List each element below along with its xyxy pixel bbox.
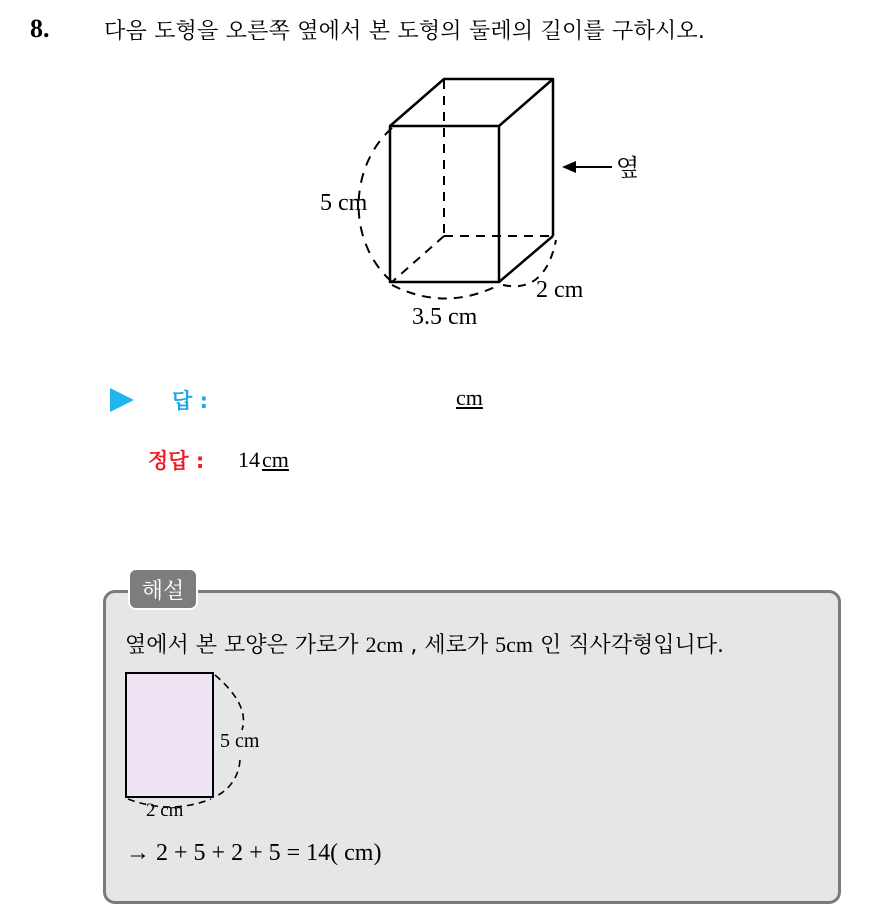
depth-label: 2 cm xyxy=(536,277,584,303)
correct-answer-row xyxy=(110,445,610,477)
explanation-width: 2cm xyxy=(365,632,404,657)
question-text: 다음 도형을 오른쪽 옆에서 본 도형의 둘레의 길이를 구하시오. xyxy=(104,19,706,44)
explanation-text xyxy=(125,628,724,659)
rect-width-label: 2 cm xyxy=(146,800,184,821)
explanation-height: 5cm xyxy=(495,632,534,657)
side-arrow-head xyxy=(562,161,576,173)
width-label: 3.5 cm xyxy=(412,304,478,330)
width-dimension-arc xyxy=(392,285,499,299)
explanation-formula: → 2 + 5 + 2 + 5 = 14( cm) xyxy=(126,840,382,866)
explanation-tag: 해설 xyxy=(128,568,198,610)
answer-row xyxy=(110,385,610,415)
side-view-rectangle-figure xyxy=(120,665,280,825)
height-label: 5 cm xyxy=(320,190,368,216)
hidden-edges xyxy=(392,80,553,282)
answer-label: 답 : xyxy=(172,389,208,413)
question-number: 8. xyxy=(30,14,50,43)
correct-value-group xyxy=(238,447,289,473)
cuboid-figure xyxy=(300,60,660,340)
side-view-label: 옆 xyxy=(616,154,640,182)
visible-edges xyxy=(390,79,553,282)
answer-marker-icon xyxy=(110,388,134,412)
correct-value: 14 xyxy=(238,447,260,472)
answer-unit: cm xyxy=(456,385,483,410)
side-view-rectangle xyxy=(126,673,213,797)
explanation-text-b: , 세로가 xyxy=(403,633,496,658)
rect-height-label: 5 cm xyxy=(220,730,260,752)
correct-label: 정답 : xyxy=(148,449,205,473)
explanation-text-c: 인 직사각형입니다. xyxy=(533,633,725,658)
explanation-text-a: 옆에서 본 모양은 가로가 xyxy=(125,633,366,658)
correct-unit: cm xyxy=(262,447,289,472)
